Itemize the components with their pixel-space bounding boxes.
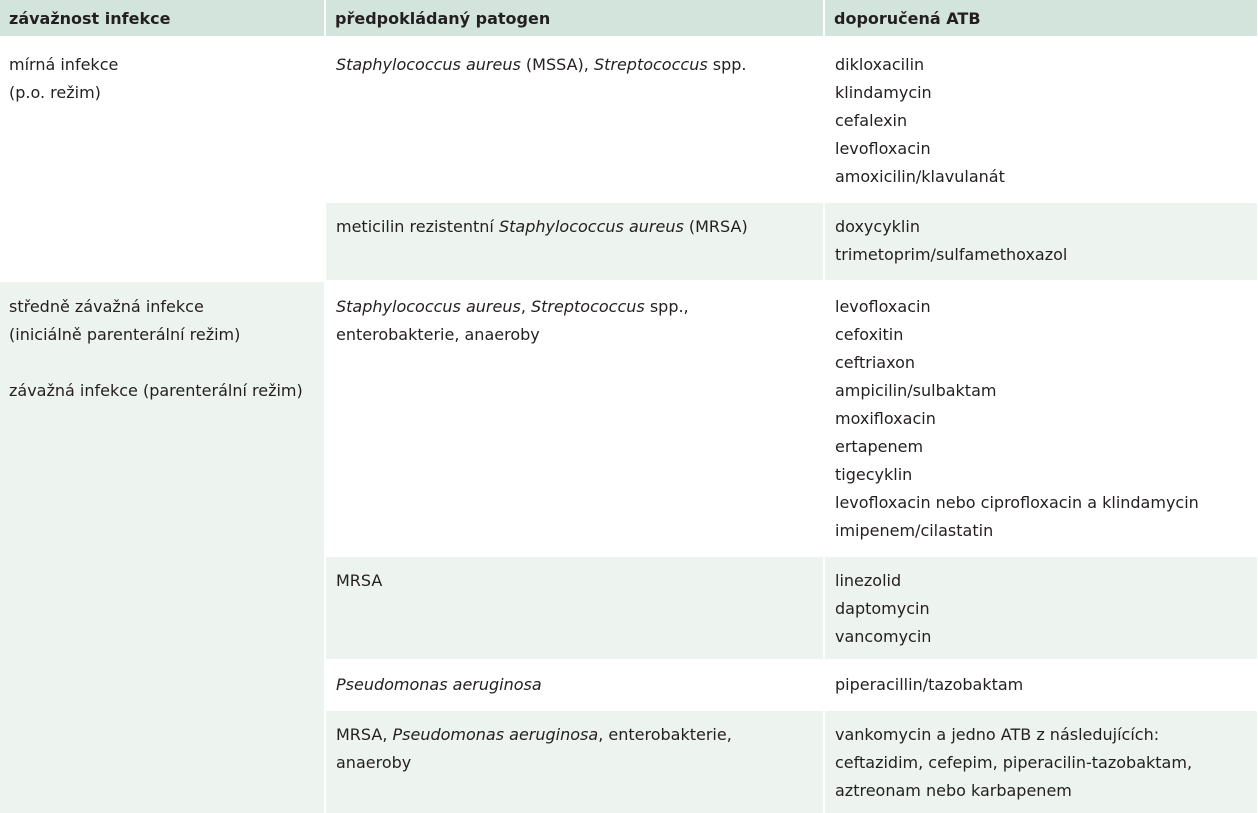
antibiotic-item: cefalexin — [835, 111, 908, 130]
pathogen-name: Staphylococcus aureus — [336, 55, 521, 74]
antibiotic-item: levofloxacin — [835, 139, 931, 158]
antibiotic-item: ertapenem — [835, 437, 924, 456]
table-row — [0, 281, 1258, 556]
severity-moderate-cell — [0, 281, 325, 813]
antibiotic-item: aztreonam nebo karbapenem — [835, 781, 1072, 800]
severity-severe-label: závažná infekce (parenterální režim) — [9, 381, 303, 400]
antibiotics-cell — [824, 281, 1258, 556]
antibiotic-item: daptomycin — [835, 599, 930, 618]
pathogen-text: (MSSA), — [520, 55, 594, 74]
antibiotic-item: vancomycin — [835, 627, 932, 646]
antibiotic-item: klindamycin — [835, 83, 932, 102]
pathogen-name: Staphylococcus aureus — [336, 297, 521, 316]
table-header-row — [0, 0, 1258, 37]
antibiotic-item: linezolid — [835, 571, 902, 590]
antibiotic-item: ampicilin/sulbaktam — [835, 381, 997, 400]
header-severity: závažnost infekce — [0, 0, 325, 37]
pathogen-text: enterobakterie, anaeroby — [336, 325, 540, 344]
antibiotics-cell — [824, 202, 1258, 281]
pathogen-text: (MRSA) — [683, 217, 748, 236]
severity-moderate-route: (iniciálně parenterální režim) — [9, 325, 241, 344]
pathogen-text: anaeroby — [336, 753, 412, 772]
antibiotic-item: levofloxacin — [835, 297, 931, 316]
pathogen-cell — [325, 37, 824, 202]
pathogen-name: Streptococcus — [531, 297, 645, 316]
header-antibiotics: doporučená ATB — [824, 0, 1258, 37]
pathogen-name: Pseudomonas aeruginosa — [392, 725, 599, 744]
antibiotics-cell — [824, 710, 1258, 813]
antibiotic-item: moxifloxacin — [835, 409, 936, 428]
pathogen-text: spp. — [707, 55, 747, 74]
pathogen-cell — [325, 202, 824, 281]
antibiotic-item: vankomycin a jedno ATB z následujících: — [835, 725, 1160, 744]
pathogen-text: MRSA, — [336, 725, 393, 744]
pathogen-cell — [325, 281, 824, 556]
antibiotics-cell — [824, 556, 1258, 660]
header-pathogen: předpokládaný patogen — [325, 0, 824, 37]
antibiotic-item: piperacillin/tazobaktam — [835, 675, 1024, 694]
table-row — [0, 37, 1258, 202]
antibiotic-item: tigecyklin — [835, 465, 913, 484]
severity-moderate-label: středně závažná infekce — [9, 297, 204, 316]
antibiotics-cell — [824, 37, 1258, 202]
antibiotic-item: levofloxacin nebo ciprofloxacin a klindamycin — [835, 493, 1199, 512]
antibiotic-item: ceftriaxon — [835, 353, 915, 372]
pathogen-text: , — [520, 297, 531, 316]
pathogen-cell — [325, 556, 824, 660]
antibiotic-item: trimetoprim/sulfamethoxazol — [835, 245, 1068, 264]
pathogen-text: MRSA — [336, 571, 383, 590]
pathogen-name: Staphylococcus aureus — [498, 217, 684, 236]
pathogen-text: spp., — [644, 297, 689, 316]
pathogen-text: meticilin rezistentní — [336, 217, 499, 236]
pathogen-text: , enterobakterie, — [598, 725, 732, 744]
pathogen-name: Streptococcus — [593, 55, 708, 74]
severity-mild-label: mírná infekce — [9, 55, 119, 74]
pathogen-cell — [325, 710, 824, 813]
antibiotic-item: cefoxitin — [835, 325, 904, 344]
pathogen-name: Pseudomonas aeruginosa — [336, 675, 542, 694]
antibiotics-cell — [824, 660, 1258, 710]
severity-mild-route: (p.o. režim) — [9, 83, 101, 102]
severity-mild-cell — [0, 37, 325, 281]
pathogen-cell — [325, 660, 824, 710]
antibiotic-item: dikloxacilin — [835, 55, 925, 74]
antibiotic-item: imipenem/cilastatin — [835, 521, 994, 540]
antibiotic-item: amoxicilin/klavulanát — [835, 167, 1005, 186]
antibiotic-item: doxycyklin — [835, 217, 920, 236]
antibiotic-item: ceftazidim, cefepim, piperacilin-tazobaktam, — [835, 753, 1193, 772]
